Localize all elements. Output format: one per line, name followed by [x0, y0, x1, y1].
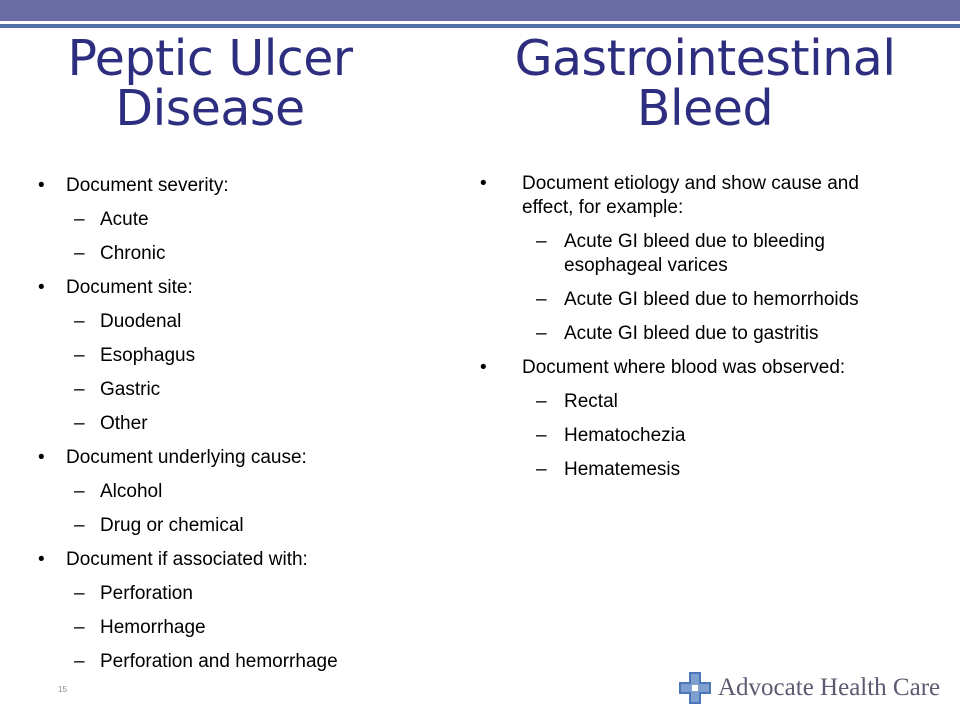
medical-cross-logo-icon	[678, 671, 712, 705]
bullet-item	[480, 172, 900, 220]
bullet-item	[38, 446, 438, 470]
sub-item-text: Esophagus	[100, 345, 196, 366]
sub-item	[480, 322, 900, 346]
sub-item-text: Hematochezia	[564, 425, 686, 446]
sub-item-text: Hemorrhage	[100, 617, 206, 638]
dash-icon: –	[74, 651, 85, 672]
sub-item	[38, 650, 438, 674]
sub-item-text: Gastric	[100, 379, 161, 400]
sub-item-text: Acute GI bleed due to gastritis	[564, 323, 819, 344]
sub-item	[480, 390, 900, 414]
bullet-text: Document where blood was observed:	[522, 357, 846, 378]
sub-item-text: Hematemesis	[564, 459, 681, 480]
sub-item-text: Duodenal	[100, 311, 182, 332]
sub-item-text: Acute GI bleed due to bleeding esophageal varices	[564, 231, 825, 276]
bullet-item	[480, 356, 900, 380]
sub-item-text: Acute GI bleed due to hemorrhoids	[564, 289, 859, 310]
left-title-line-1: Peptic Ulcer	[67, 30, 353, 87]
advocate-logo	[678, 668, 940, 708]
sub-item-text: Chronic	[100, 243, 166, 264]
sub-item	[38, 310, 438, 334]
bullet-text: Document underlying cause:	[66, 447, 307, 468]
sub-item	[480, 288, 900, 312]
dash-icon: –	[74, 617, 85, 638]
sub-item-text: Acute	[100, 209, 149, 230]
bullet-item	[38, 548, 438, 572]
right-title-line-1: Gastrointestinal	[514, 30, 896, 87]
dash-icon: –	[536, 391, 547, 412]
sub-item	[480, 458, 900, 482]
sub-item	[38, 616, 438, 640]
bullet-text: Document severity:	[66, 175, 229, 196]
bullet-item	[38, 276, 438, 300]
bullet-icon: •	[38, 549, 45, 570]
dash-icon: –	[536, 459, 547, 480]
sub-item-text: Drug or chemical	[100, 515, 244, 536]
bullet-text: Document etiology and show cause and effect, for example:	[522, 173, 859, 218]
dash-icon: –	[74, 345, 85, 366]
sub-item-text: Other	[100, 413, 148, 434]
bullet-icon: •	[480, 173, 487, 194]
sub-item-text: Perforation and hemorrhage	[100, 651, 338, 672]
bullet-icon: •	[38, 175, 45, 196]
dash-icon: –	[74, 243, 85, 264]
bullet-text: Document site:	[66, 277, 193, 298]
sub-item	[38, 514, 438, 538]
sub-item	[480, 424, 900, 448]
dash-icon: –	[536, 323, 547, 344]
bullet-text: Document if associated with:	[66, 549, 308, 570]
right-title-line-2: Bleed	[636, 80, 774, 137]
dash-icon: –	[74, 209, 85, 230]
bullet-icon: •	[480, 357, 487, 378]
left-column-title	[20, 30, 400, 137]
bullet-icon: •	[38, 277, 45, 298]
dash-icon: –	[536, 289, 547, 310]
sub-item	[480, 230, 900, 278]
bullet-icon: •	[38, 447, 45, 468]
left-title-line-2: Disease	[115, 80, 305, 137]
dash-icon: –	[74, 379, 85, 400]
sub-item	[38, 480, 438, 504]
sub-item	[38, 344, 438, 368]
dash-icon: –	[74, 515, 85, 536]
bullet-item	[38, 174, 438, 198]
gi-bleed-list	[480, 172, 900, 482]
dash-icon: –	[74, 583, 85, 604]
sub-item	[38, 582, 438, 606]
sub-item	[38, 378, 438, 402]
dash-icon: –	[74, 311, 85, 332]
dash-icon: –	[536, 425, 547, 446]
right-column-title	[470, 30, 940, 137]
sub-item	[38, 412, 438, 436]
dash-icon: –	[74, 413, 85, 434]
sub-item	[38, 208, 438, 232]
sub-item-text: Perforation	[100, 583, 193, 604]
logo-text: Advocate Health Care	[718, 674, 941, 701]
top-accent-bar	[0, 0, 960, 21]
sub-item	[38, 242, 438, 266]
sub-item-text: Alcohol	[100, 481, 163, 502]
page-number: 15	[58, 685, 67, 694]
dash-icon: –	[74, 481, 85, 502]
sub-item-text: Rectal	[564, 391, 618, 412]
dash-icon: –	[536, 231, 547, 252]
peptic-ulcer-list	[38, 174, 438, 674]
top-accent-line	[0, 24, 960, 28]
